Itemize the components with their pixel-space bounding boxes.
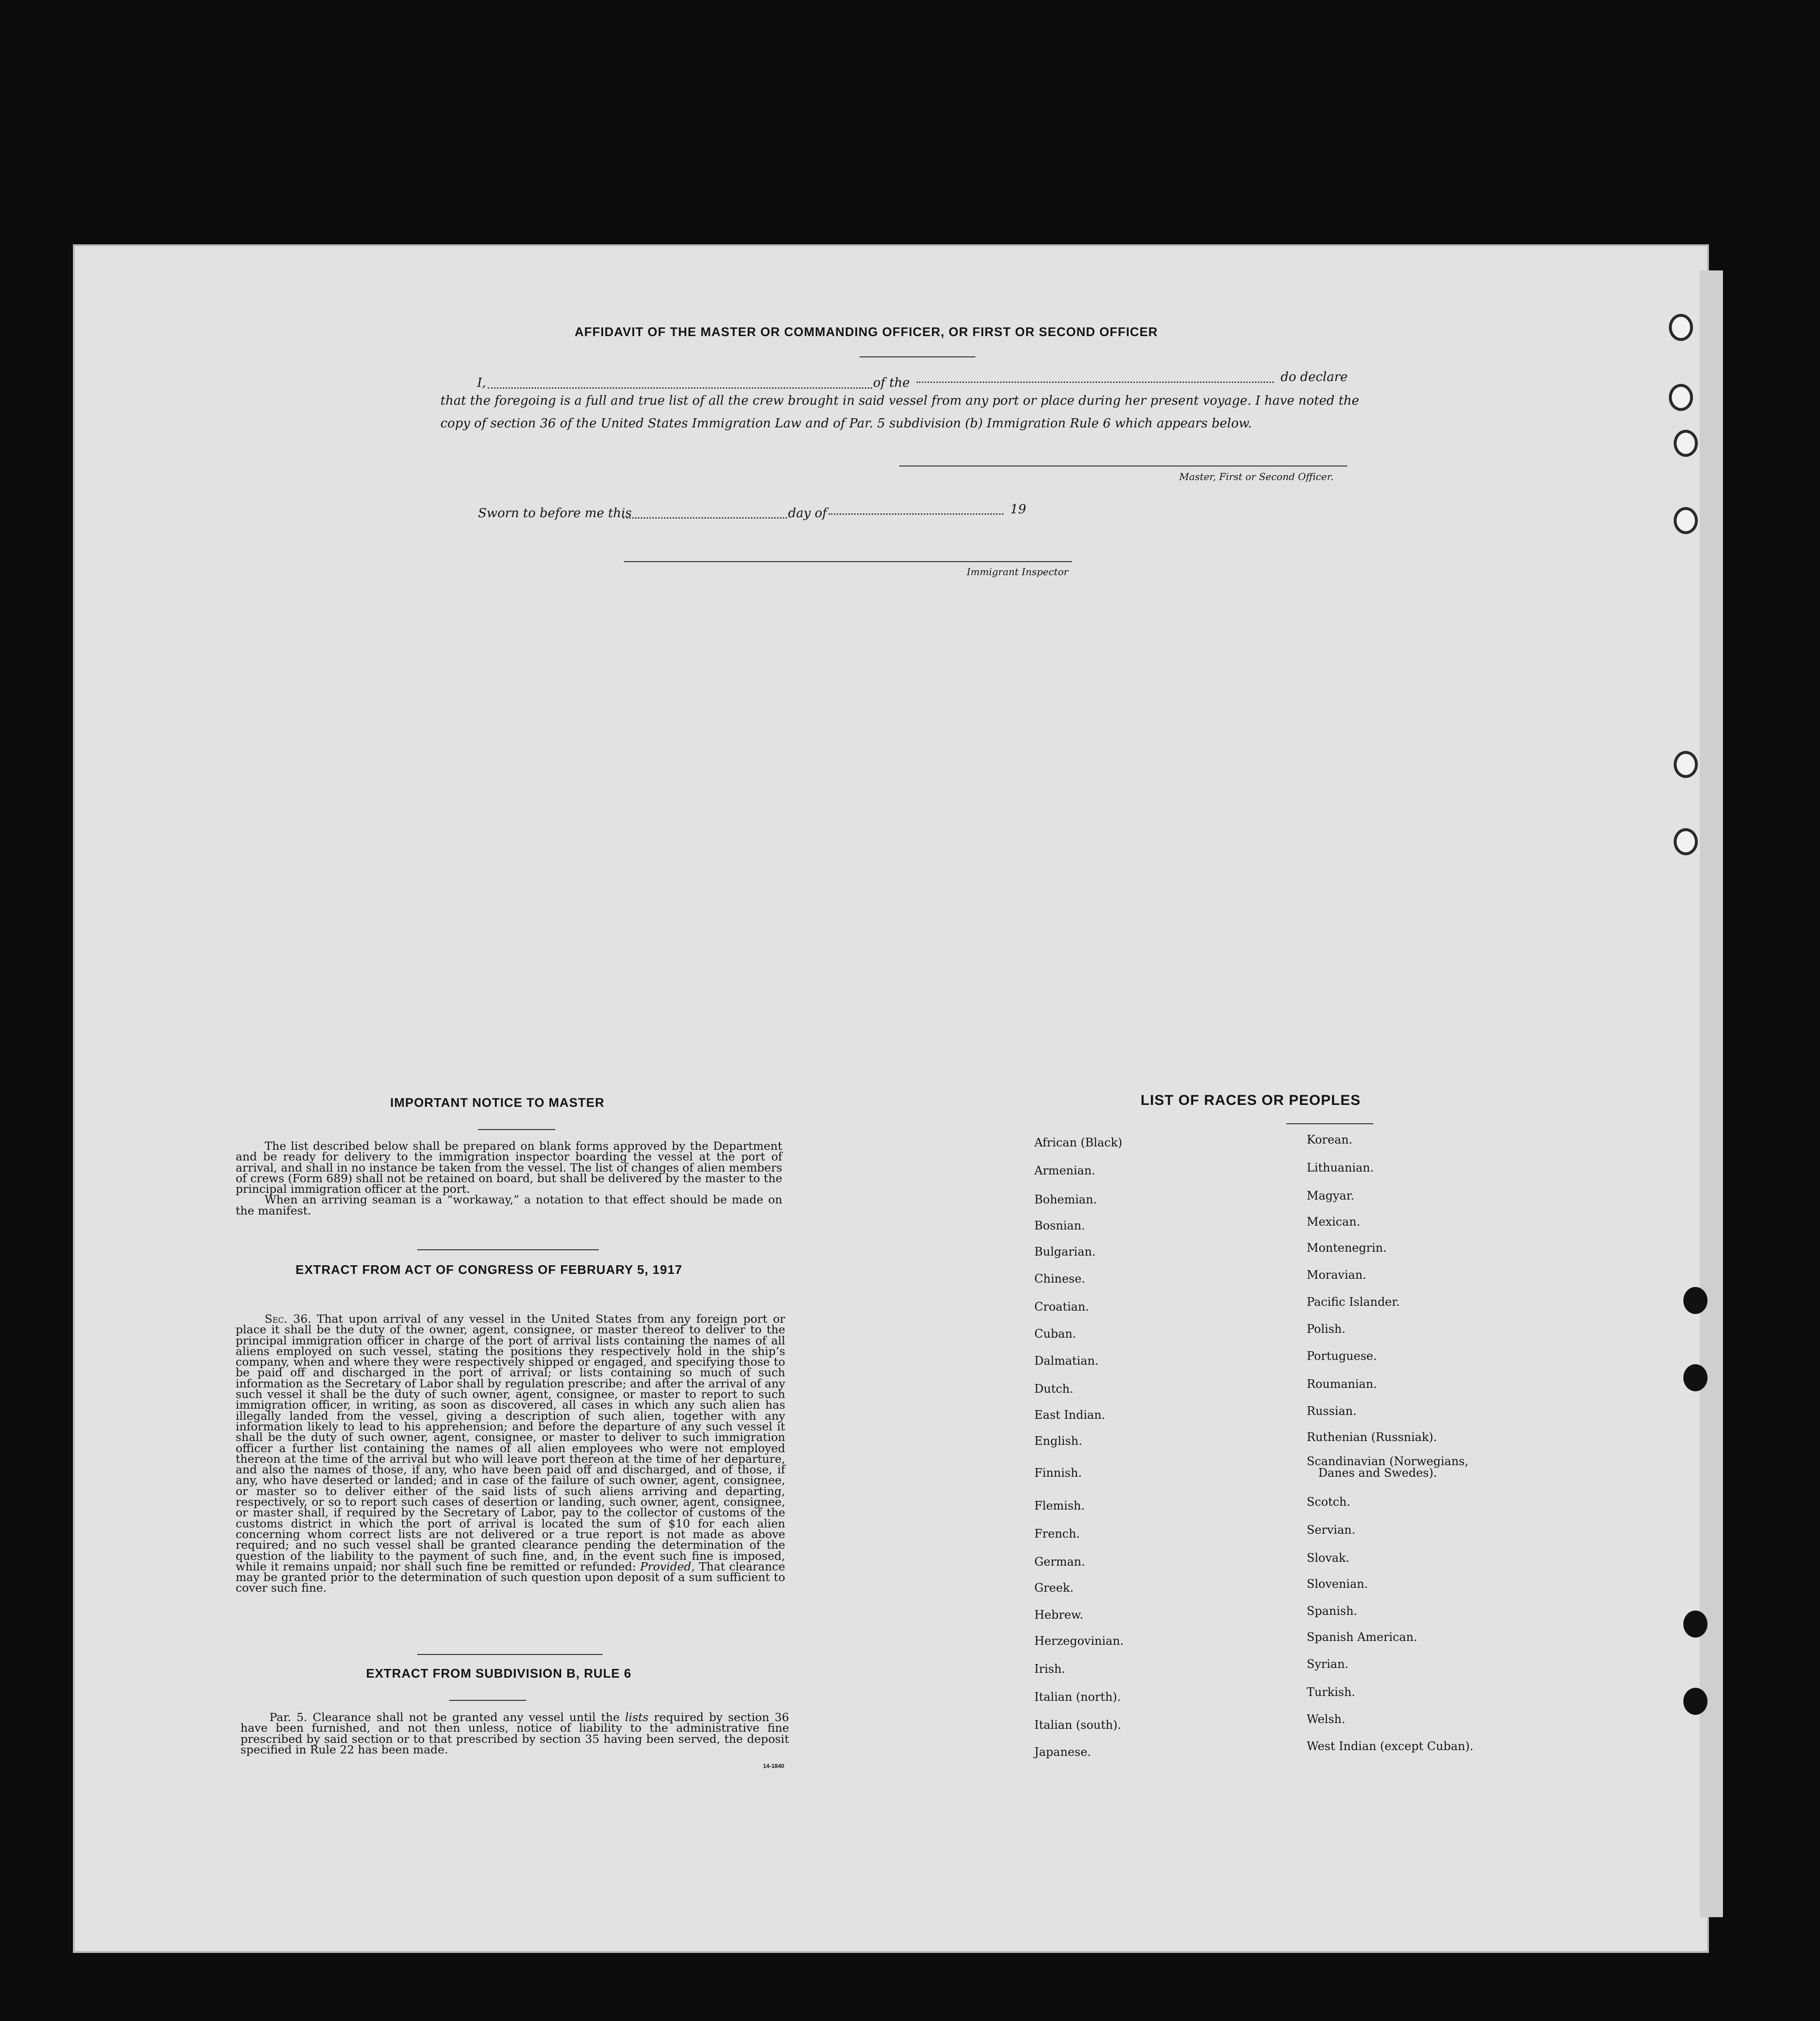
race-item: Servian. [1307,1523,1355,1537]
race-item: Hebrew. [1034,1608,1084,1622]
section-36-end: That clearance may be granted prior to the determination of such question upon deposit of a sum sufficient to cover such fine. [236,1559,785,1595]
extract-rule-underline [449,1700,526,1701]
race-item: Polish. [1307,1322,1346,1336]
races-title: LIST OF RACES OR PEOPLES [1141,1092,1361,1108]
race-item: Armenian. [1034,1164,1096,1177]
race-item: Italian (south). [1034,1718,1121,1732]
affidavit-declare: do declare [1281,370,1348,384]
race-item: Irish. [1034,1662,1066,1676]
race-item: Danes and Swedes). [1318,1466,1437,1480]
inspector-label: Immigrant Inspector [967,566,1069,578]
extract-rule-title: EXTRACT FROM SUBDIVISION B, RULE 6 [366,1666,632,1681]
race-item: Japanese. [1034,1745,1091,1759]
vessel-blank[interactable] [917,382,1274,383]
sworn-year: 19 [1010,502,1027,517]
race-item: Korean. [1307,1133,1353,1146]
binder-hole [1683,1688,1707,1715]
inspector-signature-line[interactable] [624,561,1072,562]
race-item: Greek. [1034,1581,1074,1595]
section-divider [417,1654,603,1655]
race-item: Russian. [1307,1404,1357,1418]
race-item: East Indian. [1034,1408,1105,1422]
affidavit-title: AFFIDAVIT OF THE MASTER OR COMMANDING OFFICER, OR FIRST OR SECOND OFFICER [575,325,1158,339]
affidavit-line2: that the foregoing is a full and true list of all the crew brought in said vessel from any port or place during her present voyage. I have noted the [440,394,1359,408]
race-item: Scandinavian (Norwegians, [1307,1455,1468,1468]
race-item: Lithuanian. [1307,1161,1374,1174]
section-divider [417,1249,599,1250]
race-item: German. [1034,1555,1085,1569]
race-item: Portuguese. [1307,1349,1377,1363]
par5-text-a: Par. 5. Clearance shall not be granted any vessel until the [269,1710,620,1724]
binder-hole [1669,384,1693,411]
document-page [75,246,1707,1951]
extract-act-title: EXTRACT FROM ACT OF CONGRESS OF FEBRUARY 5, 1917 [296,1262,683,1277]
month-blank[interactable] [829,513,1003,515]
race-item: Welsh. [1307,1712,1345,1726]
master-label: Master, First or Second Officer. [1179,471,1334,482]
race-item: Slovenian. [1307,1577,1368,1591]
race-item: Syrian. [1307,1657,1349,1671]
sworn-day-of: day of [788,506,827,521]
provided-word: Provided, [640,1559,695,1573]
race-item: Herzegovinian. [1034,1634,1124,1648]
binder-hole [1683,1287,1707,1314]
race-item: English. [1034,1434,1083,1448]
page-edge [1700,270,1723,1917]
title-underline [860,356,975,357]
affidavit-i: I, [477,376,486,390]
race-item: Mexican. [1307,1215,1360,1229]
binder-hole [1674,507,1698,534]
form-number: 14-1840 [763,1763,785,1769]
race-item: Montenegrin. [1307,1241,1387,1255]
race-item: Flemish. [1034,1499,1085,1512]
race-item: Roumanian. [1307,1377,1377,1391]
race-item: Croatian. [1034,1300,1089,1314]
notice-paragraph: The list described below shall be prepared on blank forms approved by the Department and be ready for delivery to the immigration inspector boarding the vessel at the port of arrival, and shall in no instance be taken from the vessel. The list of changes of alien members of crews (Form 689) shall not be retained on board, but shall be delivered by the master to the principal immigration officer at the port. [236,1139,782,1196]
race-item: Dalmatian. [1034,1354,1099,1368]
race-item: Ruthenian (Russniak). [1307,1430,1437,1444]
race-item: Finnish. [1034,1466,1082,1480]
races-underline [1286,1123,1373,1124]
race-item: Dutch. [1034,1382,1073,1396]
binder-hole [1683,1364,1707,1391]
binder-hole [1674,828,1698,855]
binder-hole [1674,751,1698,778]
race-item: African (Black) [1034,1136,1123,1149]
day-blank[interactable] [623,517,787,519]
binder-hole [1669,314,1693,341]
race-item: Cuban. [1034,1327,1076,1341]
notice-paragraph: When an arriving seaman is a “workaway,” a notation to that effect should be made on the manifest. [236,1193,782,1217]
race-item: Chinese. [1034,1272,1086,1286]
race-item: Italian (north). [1034,1690,1121,1704]
paragraph-5-text [240,1712,789,1755]
race-item: Moravian. [1307,1268,1367,1282]
race-item: West Indian (except Cuban). [1307,1739,1474,1753]
affidavit-line3: copy of section 36 of the United States Immigration Law and of Par. 5 subdivision (b) Immigration Rule 6 which appears below. [440,416,1252,431]
affidavit-of-the: of the [873,376,910,390]
race-item: French. [1034,1527,1080,1540]
sworn-prefix: Sworn to before me this [478,506,632,521]
notice-body [236,1141,782,1216]
race-item: Spanish American. [1307,1630,1417,1644]
section-36-text [236,1314,785,1594]
race-item: Spanish. [1307,1604,1357,1618]
name-blank[interactable] [488,387,872,389]
lists-word: lists [625,1710,649,1724]
section-36-body: That upon arrival of any vessel in the United States from any foreign port or place it shall be the duty of the owner, agent, consignee, or master thereof to deliver to the principal immigration officer in charge of the port of arrival lists containing the names of all aliens employed on such vessel, stating the positions they respectively hold in the ship’s company, when and where they were respectively shipped or engaged, and specifying those to be paid off and discharged in the port of arrival; or lists containing so much of such information as the Secretary of Labor shall by regulation prescribe; and after the arrival of any such vessel it shall be the duty of such owner, agent, consignee, or master to report to such immigration officer, in writing, as soon as discovered, all cases in which any such alien has illegally landed from the vessel, giving a description of such alien, together with any information likely to lead to his apprehension; and before the departure of any such vessel it shall be the duty of such owner, agent, consignee, or master to deliver to such immigration officer a further list containing the names of all alien employees who were not employed thereon at the time of the arrival but who will leave port thereon at the time of her departure, and also the names of those, if any, who have been paid off and discharged, and of those, if any, who have deserted or landed; and in case of the failure of such owner, agent, consignee, or master so to deliver either of the said lists of such aliens arriving and departing, respectively, or so to report such cases of desertion or landing, such owner, agent, consignee, or master shall, if required by the Secretary of Labor, pay to the collector of customs of the customs district in which the port of arrival is located the sum of $10 for each alien concerning whom correct lists are not delivered or a true report is not made as above required; and no such vessel shall be granted clearance pending the determination of the question of the liability to the payment of such fine, and, in the event such fine is imposed, while it remains unpaid; nor shall such fine be remitted or refunded: [236,1312,785,1573]
race-item: Bulgarian. [1034,1245,1096,1258]
race-item: Bosnian. [1034,1219,1085,1232]
race-item: Pacific Islander. [1307,1295,1400,1309]
binder-hole [1683,1611,1707,1638]
race-item: Magyar. [1307,1189,1354,1202]
race-item: Slovak. [1307,1551,1350,1565]
binder-hole [1674,430,1698,457]
notice-underline [478,1129,555,1130]
section-label: Sec. 36. [265,1312,311,1326]
notice-title: IMPORTANT NOTICE TO MASTER [390,1095,605,1110]
race-item: Scotch. [1307,1495,1351,1509]
race-item: Turkish. [1307,1685,1355,1699]
par5-text-b: required by section 36 have been furnished, and not then unless, notice of liability to the administrative fine prescribed by said section or to that prescribed by section 35 having been served, the deposit specified in Rule 22 has been made. [240,1710,789,1756]
race-item: Bohemian. [1034,1193,1097,1206]
